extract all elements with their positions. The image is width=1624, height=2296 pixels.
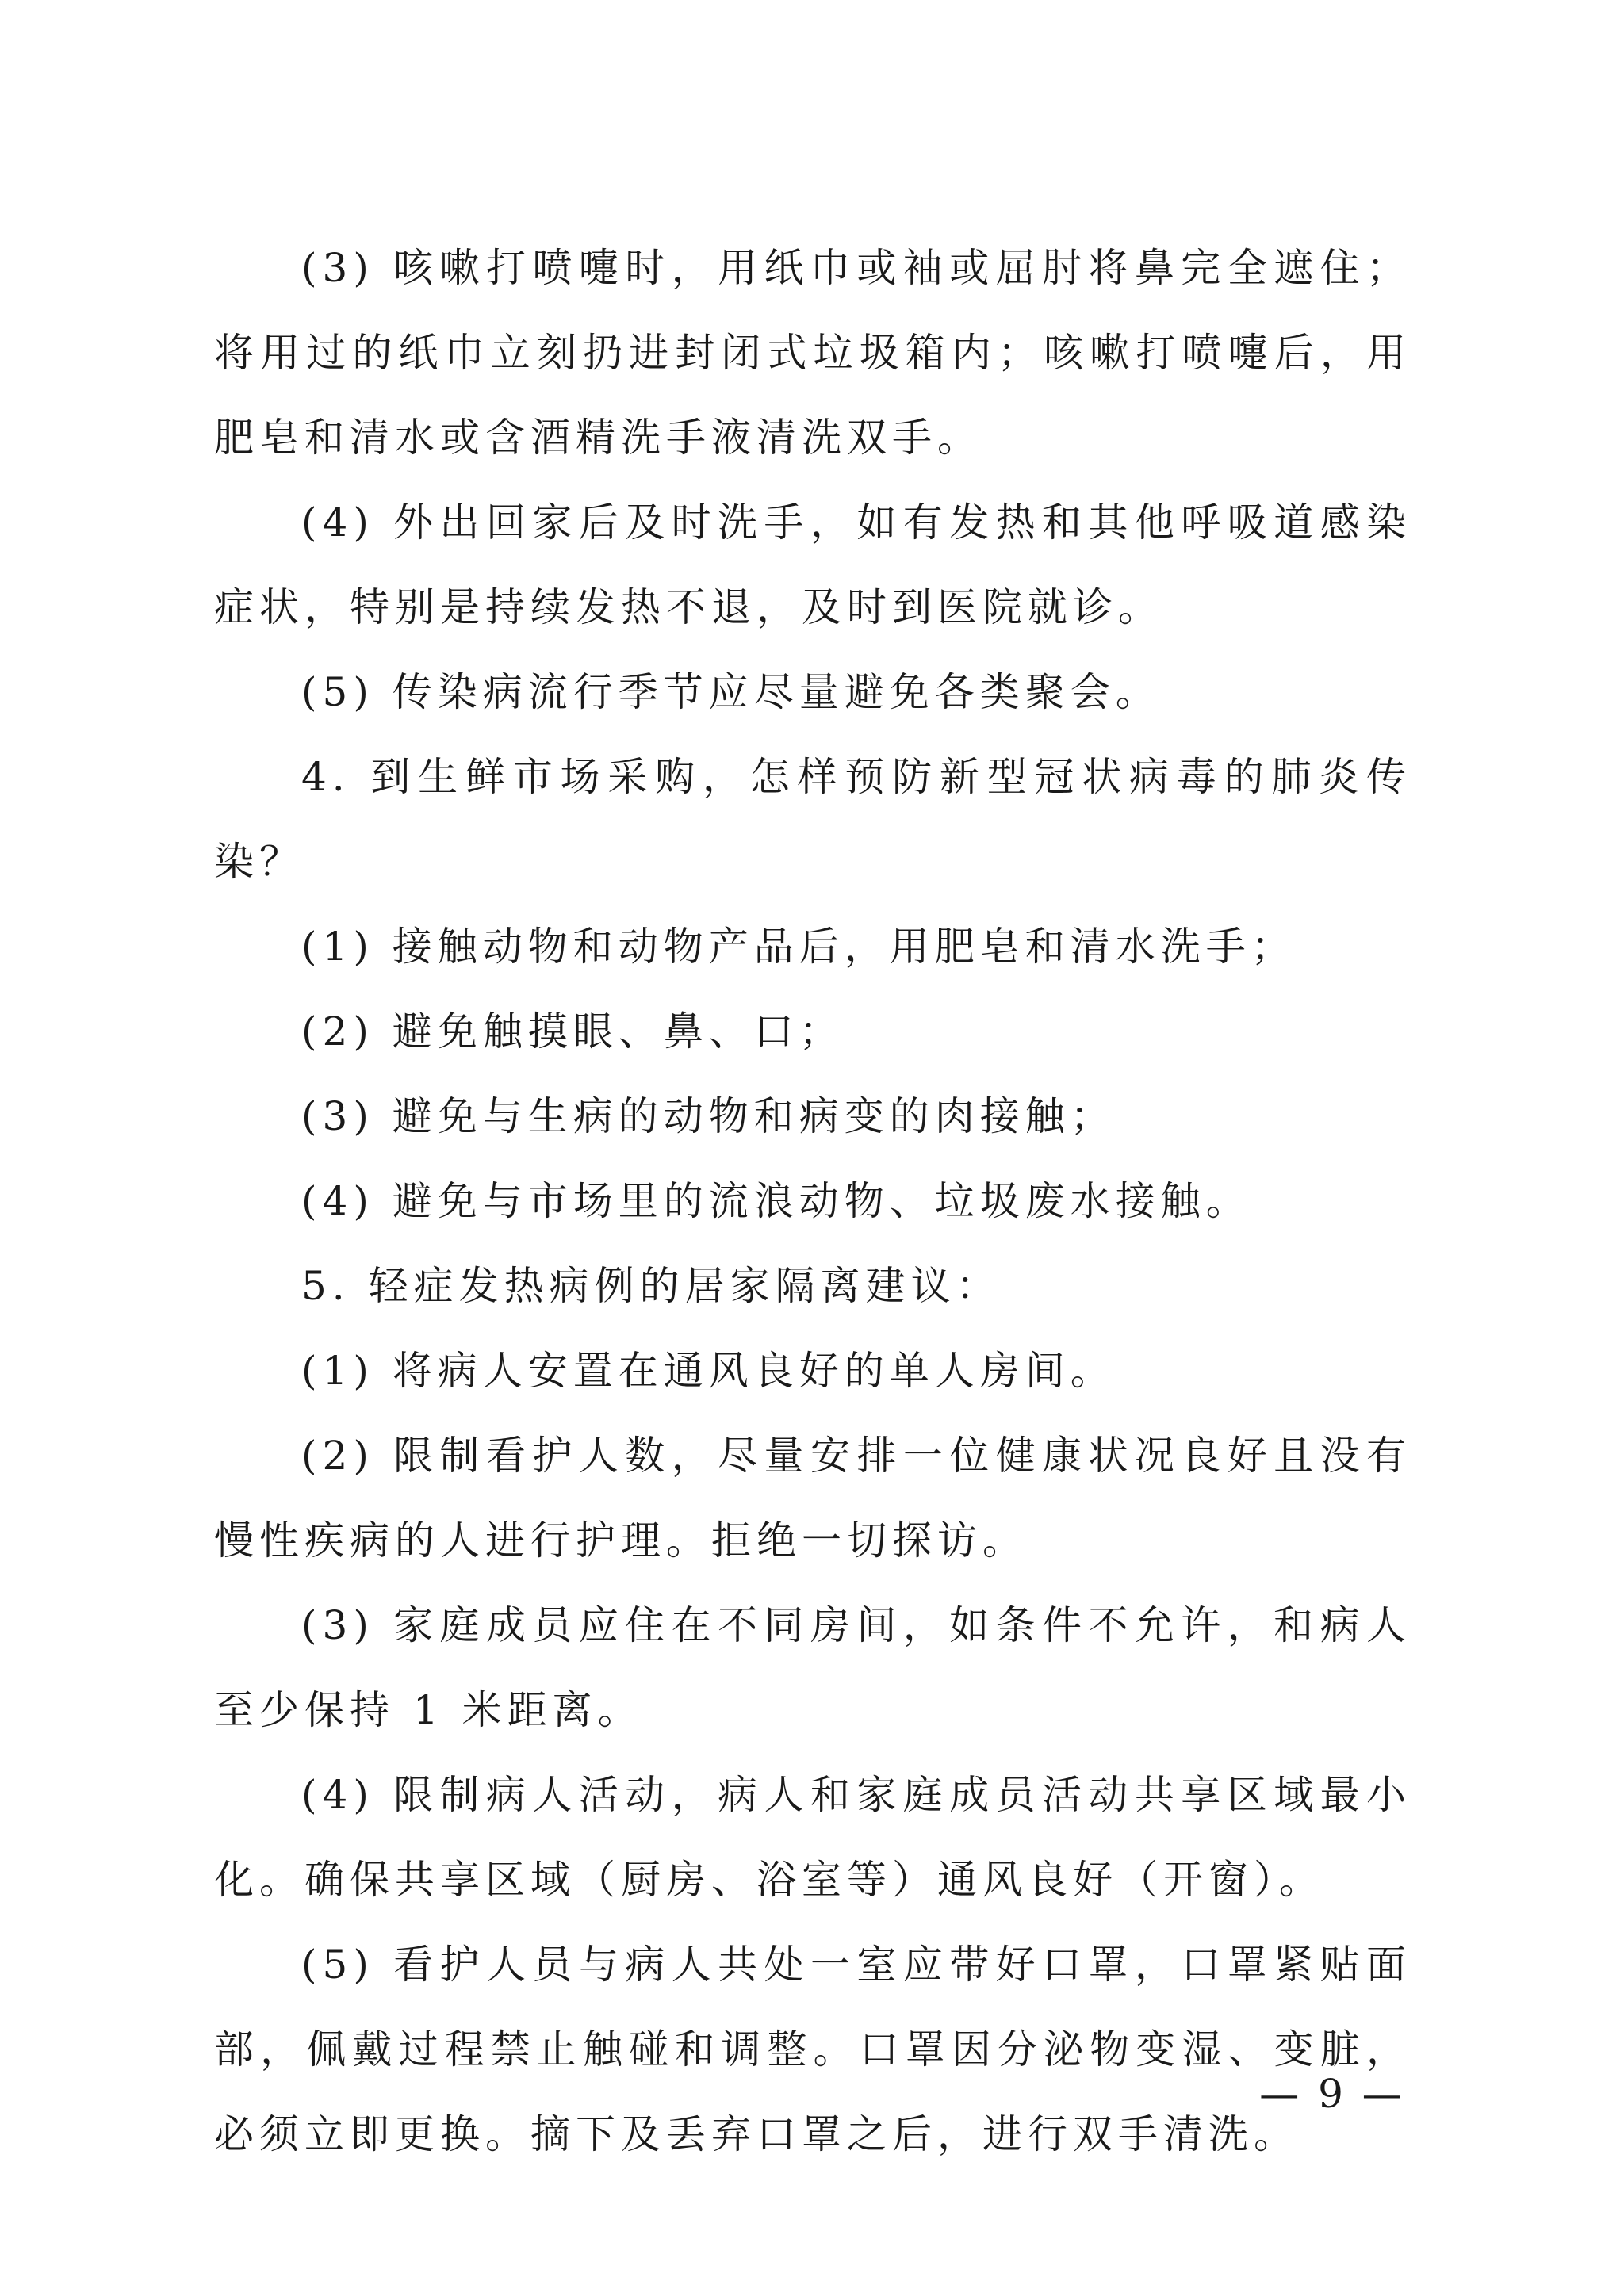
paragraph-isolation-1: (1) 将病人安置在通风良好的单人房间。 [301,1348,1116,1394]
paragraph-isolation-3: (3) 家庭成员应住在不同房间，如条件不允许，和病人至少保持 1 米距离。 [214,1602,1411,1733]
paragraph-market-4: (4) 避免与市场里的流浪动物、垃圾废水接触。 [301,1178,1251,1224]
paragraph-wash-hands: (4) 外出回家后及时洗手，如有发热和其他呼吸道感染症状，特别是持续发热不退，及时到医院就诊。 [214,499,1411,630]
paragraph-cough-sneeze: (3) 咳嗽打喷嚏时，用纸巾或袖或屈肘将鼻完全遮住；将用过的纸巾立刻扔进封闭式垃圾箱内；咳嗽打喷嚏后，用肥皂和清水或含酒精洗手液清洗双手。 [214,245,1411,461]
page-number: — 9 — [1259,2071,1405,2117]
paragraph-avoid-gatherings: (5) 传染病流行季节应尽量避免各类聚会。 [301,669,1161,715]
paragraph-isolation-2: (2) 限制看护人数，尽量安排一位健康状况良好且没有慢性疾病的人进行护理。拒绝一切探访。 [214,1433,1411,1563]
paragraph-market-2: (2) 避免触摸眼、鼻、口； [301,1008,845,1054]
paragraph-isolation-5: (5) 看护人员与病人共处一室应带好口罩，口罩紧贴面部，佩戴过程禁止触碰和调整。口罩因分泌物变湿、变脏，必须立即更换。摘下及丢弃口罩之后，进行双手清洗。 [214,1942,1411,2157]
paragraph-isolation-4: (4) 限制病人活动，病人和家庭成员活动共享区域最小化。确保共享区域（厨房、浴室等）通风良好（开窗）。 [214,1772,1411,1903]
paragraph-market-3: (3) 避免与生病的动物和病变的肉接触； [301,1093,1116,1139]
document-body [214,226,1411,2177]
paragraph-market-1: (1) 接触动物和动物产品后，用肥皂和清水洗手； [301,924,1297,970]
section-heading-market: 4. 到生鲜市场采购，怎样预防新型冠状病毒的肺炎传染？ [214,754,1411,885]
section-heading-home-isolation: 5. 轻症发热病例的居家隔离建议： [301,1263,1002,1309]
